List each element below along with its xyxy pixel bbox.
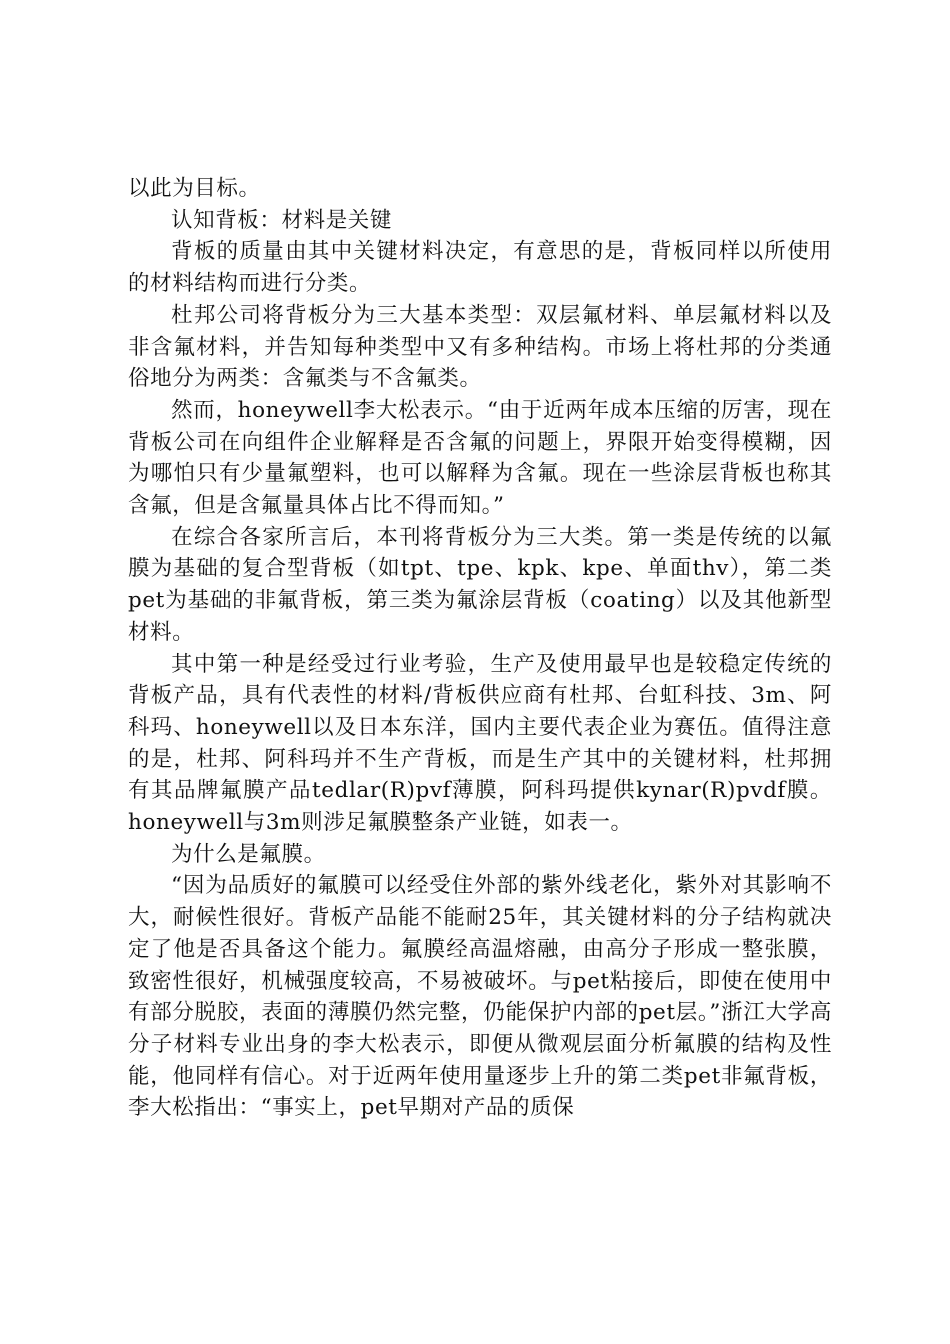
paragraph-first-category: 其中第一种是经受过行业考验，生产及使用最早也是较稳定传统的背板产品，具有代表性的材料/背板供应商有杜邦、台虹科技、3m、阿科玛、honeywell以及日本东洋，国内主要代表企业为赛伍。值得注意的是，杜邦、阿科玛并不生产背板，而是生产其中的关键材料，杜邦拥有其品牌氟膜产品tedlar(R)pvf薄膜，阿科玛提供kynar(R)pvdf膜。honeywell与3m则涉足氟膜整条产业链，如表一。: [128, 651, 832, 836]
paragraph-dupont-classification: 杜邦公司将背板分为三大基本类型：双层氟材料、单层氟材料以及非含氟材料，并告知每种类型中又有多种结构。市场上将杜邦的分类通俗地分为两类：含氟类与不含氟类。: [128, 302, 832, 392]
paragraph-honeywell-quote: 然而，honeywell李大松表示。“由于近两年成本压缩的厉害，现在背板公司在向组件企业解释是否含氟的问题上，界限开始变得模糊，因为哪怕只有少量氟塑料，也可以解释为含氟。现在一些涂层背板也称其含氟，但是含氟量具体占比不得而知。”: [128, 397, 832, 519]
paragraph-intro-end: 以此为目标。: [128, 176, 261, 201]
paragraph-three-categories: 在综合各家所言后，本刊将背板分为三大类。第一类是传统的以氟膜为基础的复合型背板（如tpt、tpe、kpk、kpe、单面thv），第二类pet为基础的非氟背板，第三类为氟涂层背板（coating）以及其他新型材料。: [128, 524, 832, 645]
section-heading: 认知背板：材料是关键: [171, 207, 393, 233]
paragraph-backsheet-quality: 背板的质量由其中关键材料决定，有意思的是，背板同样以所使用的材料结构而进行分类。: [128, 239, 832, 297]
subheading-why-fluoro-film: 为什么是氟膜。: [171, 841, 326, 867]
document-page: [128, 173, 832, 1124]
paragraph-fluoro-film-quote: “因为品质好的氟膜可以经受住外部的紫外线老化，紫外对其影响不大，耐候性很好。背板产品能不能耐25年，其关键材料的分子结构就决定了他是否具备这个能力。氟膜经高温熔融，由高分子形成一整张膜，致密性很好，机械强度较高，不易被破坏。与pet粘接后，即使在使用中有部分脱胶，表面的薄膜仍然完整，仍能保护内部的pet层。”浙江大学高分子材料专业出身的李大松表示，即便从微观层面分析氟膜的结构及性能，他同样有信心。对于近两年使用量逐步上升的第二类pet非氟背板，李大松指出：“事实上，pet早期对产品的质保: [128, 873, 832, 1121]
